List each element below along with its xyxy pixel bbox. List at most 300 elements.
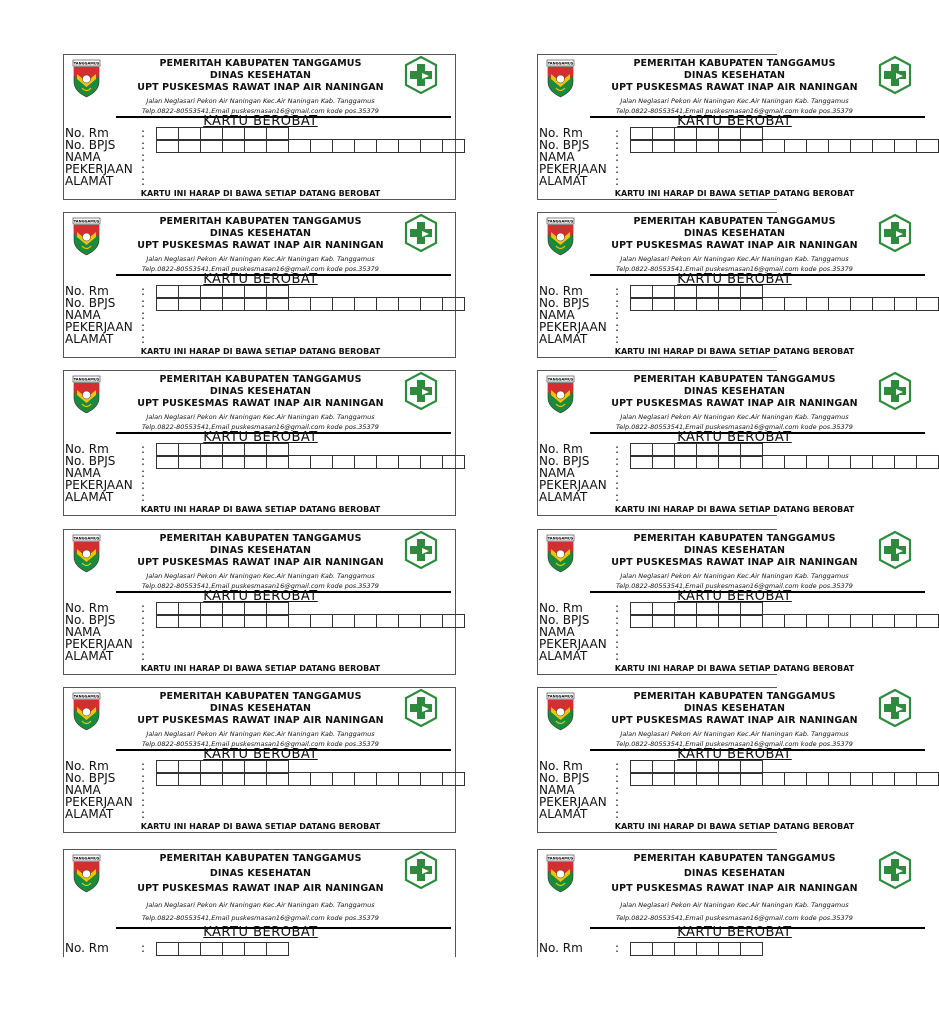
input-box[interactable] <box>762 614 785 628</box>
input-box[interactable] <box>652 772 675 786</box>
input-box[interactable] <box>420 772 443 786</box>
input-box[interactable] <box>178 772 201 786</box>
input-box[interactable] <box>828 297 851 311</box>
header-government: PEMERITAH KABUPATEN TANGGAMUS <box>159 853 362 864</box>
input-box[interactable] <box>222 942 245 956</box>
field-colon: : <box>615 296 620 310</box>
input-box[interactable] <box>872 455 895 469</box>
input-box[interactable] <box>332 614 355 628</box>
field-label-rm: No. Rm <box>539 442 583 456</box>
input-box[interactable] <box>762 297 785 311</box>
input-box[interactable] <box>420 297 443 311</box>
field-label-pekerjaan: PEKERJAAN <box>65 478 133 492</box>
input-box[interactable] <box>244 297 267 311</box>
input-box[interactable] <box>310 455 333 469</box>
input-box[interactable] <box>420 614 443 628</box>
header-department: DINAS KESEHATAN <box>683 386 786 397</box>
input-box[interactable] <box>718 139 741 153</box>
input-box[interactable] <box>310 139 333 153</box>
input-box[interactable] <box>894 139 917 153</box>
input-box[interactable] <box>178 297 201 311</box>
patient-card <box>63 687 456 833</box>
contact-line: Telp.0822-80553541,Email puskesmasan16@gmail.com kode pos.35379 <box>142 107 379 115</box>
rm-boxes[interactable] <box>631 942 763 956</box>
input-box[interactable] <box>630 772 653 786</box>
field-colon: : <box>615 150 620 164</box>
input-box[interactable] <box>784 139 807 153</box>
field-label-bpjs: No. BPJS <box>539 454 590 468</box>
input-box[interactable] <box>420 455 443 469</box>
input-box[interactable] <box>222 139 245 153</box>
input-box[interactable] <box>828 139 851 153</box>
field-label-bpjs: No. BPJS <box>65 138 116 152</box>
input-box[interactable] <box>178 942 201 956</box>
card-title: KARTU BEROBAT <box>677 925 792 940</box>
logo-text: TANGGAMUS <box>547 856 574 861</box>
input-box[interactable] <box>200 942 223 956</box>
input-box[interactable] <box>200 614 223 628</box>
health-cross-icon <box>401 688 441 728</box>
field-label-bpjs: No. BPJS <box>539 613 590 627</box>
health-cross-icon <box>875 688 915 728</box>
input-box[interactable] <box>376 614 399 628</box>
input-box[interactable] <box>872 614 895 628</box>
health-cross-icon <box>875 55 915 95</box>
address-line: Jalan Neglasari Pekon Air Naningan Kec.Air Naningan Kab. Tanggamus <box>620 255 849 263</box>
input-box[interactable] <box>376 455 399 469</box>
bpjs-boxes[interactable] <box>157 139 465 153</box>
header-government: PEMERITAH KABUPATEN TANGGAMUS <box>633 533 836 544</box>
input-box[interactable] <box>762 139 785 153</box>
input-box[interactable] <box>442 614 465 628</box>
header-government: PEMERITAH KABUPATEN TANGGAMUS <box>633 58 836 69</box>
header-department: DINAS KESEHATAN <box>209 545 312 556</box>
field-colon: : <box>141 174 146 188</box>
input-box[interactable] <box>916 297 939 311</box>
input-box[interactable] <box>652 455 675 469</box>
input-box[interactable] <box>828 455 851 469</box>
header-department: DINAS KESEHATAN <box>683 228 786 239</box>
field-colon: : <box>615 162 620 176</box>
header-department: DINAS KESEHATAN <box>209 703 312 714</box>
input-box[interactable] <box>828 772 851 786</box>
input-box[interactable] <box>740 297 763 311</box>
field-label-rm: No. Rm <box>539 941 583 955</box>
input-box[interactable] <box>652 297 675 311</box>
input-box[interactable] <box>740 614 763 628</box>
input-box[interactable] <box>266 614 289 628</box>
field-colon: : <box>615 320 620 334</box>
input-box[interactable] <box>398 455 421 469</box>
field-colon: : <box>615 466 620 480</box>
input-box[interactable] <box>696 139 719 153</box>
bpjs-boxes[interactable] <box>157 614 465 628</box>
field-label-alamat: ALAMAT <box>65 332 114 346</box>
field-colon: : <box>615 783 620 797</box>
input-box[interactable] <box>718 772 741 786</box>
input-box[interactable] <box>916 139 939 153</box>
input-box[interactable] <box>420 139 443 153</box>
header-government: PEMERITAH KABUPATEN TANGGAMUS <box>159 533 362 544</box>
input-box[interactable] <box>376 139 399 153</box>
input-box[interactable] <box>630 297 653 311</box>
field-colon: : <box>141 649 146 663</box>
input-box[interactable] <box>806 455 829 469</box>
health-cross-icon <box>875 213 915 253</box>
input-box[interactable] <box>850 772 873 786</box>
health-cross-icon <box>401 213 441 253</box>
input-box[interactable] <box>200 772 223 786</box>
logo-text: TANGGAMUS <box>547 377 574 382</box>
field-label-alamat: ALAMAT <box>65 649 114 663</box>
input-box[interactable] <box>718 614 741 628</box>
header-puskesmas: UPT PUSKESMAS RAWAT INAP AIR NANINGAN <box>137 883 384 894</box>
field-label-alamat: ALAMAT <box>65 807 114 821</box>
contact-line: Telp.0822-80553541,Email puskesmasan16@gmail.com kode pos.35379 <box>616 265 853 273</box>
input-box[interactable] <box>630 614 653 628</box>
bpjs-boxes[interactable] <box>631 455 939 469</box>
input-box[interactable] <box>244 942 267 956</box>
input-box[interactable] <box>354 297 377 311</box>
field-label-alamat: ALAMAT <box>65 490 114 504</box>
card-footer-note: KARTU INI HARAP DI BAWA SETIAP DATANG BEROBAT <box>614 822 855 831</box>
card-footer-note: KARTU INI HARAP DI BAWA SETIAP DATANG BEROBAT <box>614 505 855 514</box>
bpjs-boxes[interactable] <box>157 297 465 311</box>
input-box[interactable] <box>806 772 829 786</box>
input-box[interactable] <box>740 455 763 469</box>
logo-text: TANGGAMUS <box>73 856 100 861</box>
health-cross-icon <box>401 530 441 570</box>
input-box[interactable] <box>442 772 465 786</box>
input-box[interactable] <box>354 772 377 786</box>
input-box[interactable] <box>630 139 653 153</box>
input-box[interactable] <box>652 614 675 628</box>
card-footer-note: KARTU INI HARAP DI BAWA SETIAP DATANG BEROBAT <box>614 664 855 673</box>
bpjs-boxes[interactable] <box>157 455 465 469</box>
input-box[interactable] <box>442 139 465 153</box>
logo-text: TANGGAMUS <box>73 61 100 66</box>
input-box[interactable] <box>200 455 223 469</box>
contact-line: Telp.0822-80553541,Email puskesmasan16@gmail.com kode pos.35379 <box>142 265 379 273</box>
input-box[interactable] <box>696 455 719 469</box>
address-line: Jalan Neglasari Pekon Air Naningan Kec.Air Naningan Kab. Tanggamus <box>620 97 849 105</box>
card-title: KARTU BEROBAT <box>677 747 792 762</box>
input-box[interactable] <box>674 772 697 786</box>
input-box[interactable] <box>784 772 807 786</box>
field-label-rm: No. Rm <box>539 601 583 615</box>
header-puskesmas: UPT PUSKESMAS RAWAT INAP AIR NANINGAN <box>137 82 384 93</box>
header-department: DINAS KESEHATAN <box>209 386 312 397</box>
input-box[interactable] <box>288 139 311 153</box>
field-label-pekerjaan: PEKERJAAN <box>539 320 607 334</box>
field-colon: : <box>141 941 146 955</box>
field-colon: : <box>615 613 620 627</box>
address-line: Jalan Neglasari Pekon Air Naningan Kec.Air Naningan Kab. Tanggamus <box>146 97 375 105</box>
patient-card <box>537 687 858 833</box>
input-box[interactable] <box>630 455 653 469</box>
input-box[interactable] <box>696 297 719 311</box>
input-box[interactable] <box>310 772 333 786</box>
field-colon: : <box>615 941 620 955</box>
input-box[interactable] <box>156 942 179 956</box>
input-box[interactable] <box>244 139 267 153</box>
logo-text: TANGGAMUS <box>73 536 100 541</box>
header-puskesmas: UPT PUSKESMAS RAWAT INAP AIR NANINGAN <box>611 398 858 409</box>
input-box[interactable] <box>652 139 675 153</box>
field-label-rm: No. Rm <box>65 941 109 955</box>
input-box[interactable] <box>222 455 245 469</box>
card-footer-note: KARTU INI HARAP DI BAWA SETIAP DATANG BEROBAT <box>614 189 855 198</box>
input-box[interactable] <box>310 297 333 311</box>
input-box[interactable] <box>850 297 873 311</box>
input-box[interactable] <box>872 772 895 786</box>
field-colon: : <box>141 442 146 456</box>
input-box[interactable] <box>222 772 245 786</box>
input-box[interactable] <box>178 139 201 153</box>
logo-text: TANGGAMUS <box>73 694 100 699</box>
header-government: PEMERITAH KABUPATEN TANGGAMUS <box>159 58 362 69</box>
field-label-pekerjaan: PEKERJAAN <box>539 478 607 492</box>
input-box[interactable] <box>806 614 829 628</box>
input-box[interactable] <box>850 139 873 153</box>
field-label-nama: NAMA <box>539 625 575 639</box>
field-colon: : <box>141 601 146 615</box>
input-box[interactable] <box>244 614 267 628</box>
field-colon: : <box>141 138 146 152</box>
input-box[interactable] <box>916 455 939 469</box>
input-box[interactable] <box>222 614 245 628</box>
input-box[interactable] <box>266 942 289 956</box>
field-label-alamat: ALAMAT <box>539 332 588 346</box>
field-colon: : <box>615 637 620 651</box>
field-label-nama: NAMA <box>65 308 101 322</box>
field-colon: : <box>141 296 146 310</box>
health-cross-icon <box>875 850 915 890</box>
input-box[interactable] <box>398 614 421 628</box>
field-label-bpjs: No. BPJS <box>539 771 590 785</box>
field-label-nama: NAMA <box>539 308 575 322</box>
card-footer-note: KARTU INI HARAP DI BAWA SETIAP DATANG BEROBAT <box>614 347 855 356</box>
input-box[interactable] <box>332 455 355 469</box>
patient-card <box>537 54 858 200</box>
input-box[interactable] <box>332 772 355 786</box>
input-box[interactable] <box>696 942 719 956</box>
header-government: PEMERITAH KABUPATEN TANGGAMUS <box>159 374 362 385</box>
header-puskesmas: UPT PUSKESMAS RAWAT INAP AIR NANINGAN <box>137 557 384 568</box>
input-box[interactable] <box>288 455 311 469</box>
input-box[interactable] <box>156 614 179 628</box>
header-department: DINAS KESEHATAN <box>683 70 786 81</box>
field-colon: : <box>615 174 620 188</box>
input-box[interactable] <box>332 139 355 153</box>
input-box[interactable] <box>200 139 223 153</box>
patient-card <box>63 370 456 516</box>
card-title: KARTU BEROBAT <box>203 114 318 129</box>
field-colon: : <box>615 478 620 492</box>
field-colon: : <box>141 771 146 785</box>
input-box[interactable] <box>674 139 697 153</box>
patient-card <box>537 370 858 516</box>
input-box[interactable] <box>850 455 873 469</box>
field-colon: : <box>141 466 146 480</box>
card-title: KARTU BEROBAT <box>203 747 318 762</box>
header-puskesmas: UPT PUSKESMAS RAWAT INAP AIR NANINGAN <box>611 715 858 726</box>
input-box[interactable] <box>398 772 421 786</box>
input-box[interactable] <box>674 942 697 956</box>
card-title: KARTU BEROBAT <box>677 114 792 129</box>
input-box[interactable] <box>718 942 741 956</box>
field-label-nama: NAMA <box>65 466 101 480</box>
input-box[interactable] <box>332 297 355 311</box>
input-box[interactable] <box>222 297 245 311</box>
input-box[interactable] <box>244 772 267 786</box>
input-box[interactable] <box>288 614 311 628</box>
header-government: PEMERITAH KABUPATEN TANGGAMUS <box>633 691 836 702</box>
rm-boxes[interactable] <box>157 942 289 956</box>
input-box[interactable] <box>398 139 421 153</box>
input-box[interactable] <box>762 455 785 469</box>
input-box[interactable] <box>156 139 179 153</box>
card-footer-note: KARTU INI HARAP DI BAWA SETIAP DATANG BEROBAT <box>140 189 381 198</box>
address-line: Jalan Neglasari Pekon Air Naningan Kec.Air Naningan Kab. Tanggamus <box>620 413 849 421</box>
input-box[interactable] <box>806 139 829 153</box>
input-box[interactable] <box>740 139 763 153</box>
bpjs-boxes[interactable] <box>631 139 939 153</box>
input-box[interactable] <box>178 614 201 628</box>
input-box[interactable] <box>442 297 465 311</box>
field-colon: : <box>615 601 620 615</box>
field-colon: : <box>615 649 620 663</box>
patient-card <box>63 849 456 957</box>
input-box[interactable] <box>718 455 741 469</box>
input-box[interactable] <box>894 614 917 628</box>
input-box[interactable] <box>850 614 873 628</box>
field-colon: : <box>615 126 620 140</box>
input-box[interactable] <box>354 614 377 628</box>
input-box[interactable] <box>200 297 223 311</box>
bpjs-boxes[interactable] <box>631 614 939 628</box>
field-label-nama: NAMA <box>65 150 101 164</box>
input-box[interactable] <box>784 455 807 469</box>
field-colon: : <box>141 284 146 298</box>
header-government: PEMERITAH KABUPATEN TANGGAMUS <box>159 216 362 227</box>
header-department: DINAS KESEHATAN <box>209 868 312 879</box>
header-government: PEMERITAH KABUPATEN TANGGAMUS <box>633 216 836 227</box>
header-puskesmas: UPT PUSKESMAS RAWAT INAP AIR NANINGAN <box>611 557 858 568</box>
input-box[interactable] <box>806 297 829 311</box>
input-box[interactable] <box>916 614 939 628</box>
input-box[interactable] <box>696 614 719 628</box>
field-label-pekerjaan: PEKERJAAN <box>539 795 607 809</box>
card-title: KARTU BEROBAT <box>203 925 318 940</box>
input-box[interactable] <box>156 772 179 786</box>
field-label-nama: NAMA <box>65 783 101 797</box>
input-box[interactable] <box>156 297 179 311</box>
input-box[interactable] <box>740 772 763 786</box>
input-box[interactable] <box>266 297 289 311</box>
input-box[interactable] <box>652 942 675 956</box>
field-label-alamat: ALAMAT <box>539 174 588 188</box>
input-box[interactable] <box>244 455 267 469</box>
field-colon: : <box>141 795 146 809</box>
logo-text: TANGGAMUS <box>547 219 574 224</box>
input-box[interactable] <box>740 942 763 956</box>
patient-card <box>537 529 858 675</box>
input-box[interactable] <box>762 772 785 786</box>
input-box[interactable] <box>674 614 697 628</box>
input-box[interactable] <box>310 614 333 628</box>
contact-line: Telp.0822-80553541,Email puskesmasan16@gmail.com kode pos.35379 <box>616 740 853 748</box>
input-box[interactable] <box>872 297 895 311</box>
input-box[interactable] <box>630 942 653 956</box>
input-box[interactable] <box>398 297 421 311</box>
field-label-pekerjaan: PEKERJAAN <box>65 162 133 176</box>
input-box[interactable] <box>288 772 311 786</box>
input-box[interactable] <box>674 455 697 469</box>
field-colon: : <box>141 613 146 627</box>
field-label-bpjs: No. BPJS <box>65 613 116 627</box>
field-colon: : <box>141 126 146 140</box>
address-line: Jalan Neglasari Pekon Air Naningan Kec.Air Naningan Kab. Tanggamus <box>146 413 375 421</box>
header-department: DINAS KESEHATAN <box>683 703 786 714</box>
health-cross-icon <box>875 530 915 570</box>
input-box[interactable] <box>266 772 289 786</box>
input-box[interactable] <box>376 297 399 311</box>
input-box[interactable] <box>894 297 917 311</box>
field-colon: : <box>615 771 620 785</box>
field-colon: : <box>615 625 620 639</box>
input-box[interactable] <box>828 614 851 628</box>
header-puskesmas: UPT PUSKESMAS RAWAT INAP AIR NANINGAN <box>137 240 384 251</box>
card-title: KARTU BEROBAT <box>203 272 318 287</box>
address-line: Jalan Neglasari Pekon Air Naningan Kec.Air Naningan Kab. Tanggamus <box>146 572 375 580</box>
input-box[interactable] <box>674 297 697 311</box>
field-label-rm: No. Rm <box>539 284 583 298</box>
input-box[interactable] <box>894 772 917 786</box>
input-box[interactable] <box>916 772 939 786</box>
header-puskesmas: UPT PUSKESMAS RAWAT INAP AIR NANINGAN <box>137 715 384 726</box>
input-box[interactable] <box>354 455 377 469</box>
header-puskesmas: UPT PUSKESMAS RAWAT INAP AIR NANINGAN <box>137 398 384 409</box>
input-box[interactable] <box>156 455 179 469</box>
input-box[interactable] <box>894 455 917 469</box>
input-box[interactable] <box>784 297 807 311</box>
input-box[interactable] <box>718 297 741 311</box>
bpjs-boxes[interactable] <box>631 772 939 786</box>
input-box[interactable] <box>266 139 289 153</box>
header-puskesmas: UPT PUSKESMAS RAWAT INAP AIR NANINGAN <box>611 240 858 251</box>
field-colon: : <box>141 150 146 164</box>
input-box[interactable] <box>354 139 377 153</box>
bpjs-boxes[interactable] <box>631 297 939 311</box>
field-label-bpjs: No. BPJS <box>539 138 590 152</box>
field-colon: : <box>141 625 146 639</box>
input-box[interactable] <box>266 455 289 469</box>
bpjs-boxes[interactable] <box>157 772 465 786</box>
field-colon: : <box>615 759 620 773</box>
field-label-bpjs: No. BPJS <box>65 454 116 468</box>
input-box[interactable] <box>288 297 311 311</box>
input-box[interactable] <box>376 772 399 786</box>
input-box[interactable] <box>872 139 895 153</box>
card-title: KARTU BEROBAT <box>203 430 318 445</box>
contact-line: Telp.0822-80553541,Email puskesmasan16@gmail.com kode pos.35379 <box>616 423 853 431</box>
input-box[interactable] <box>442 455 465 469</box>
contact-line: Telp.0822-80553541,Email puskesmasan16@gmail.com kode pos.35379 <box>616 107 853 115</box>
input-box[interactable] <box>784 614 807 628</box>
input-box[interactable] <box>178 455 201 469</box>
input-box[interactable] <box>696 772 719 786</box>
